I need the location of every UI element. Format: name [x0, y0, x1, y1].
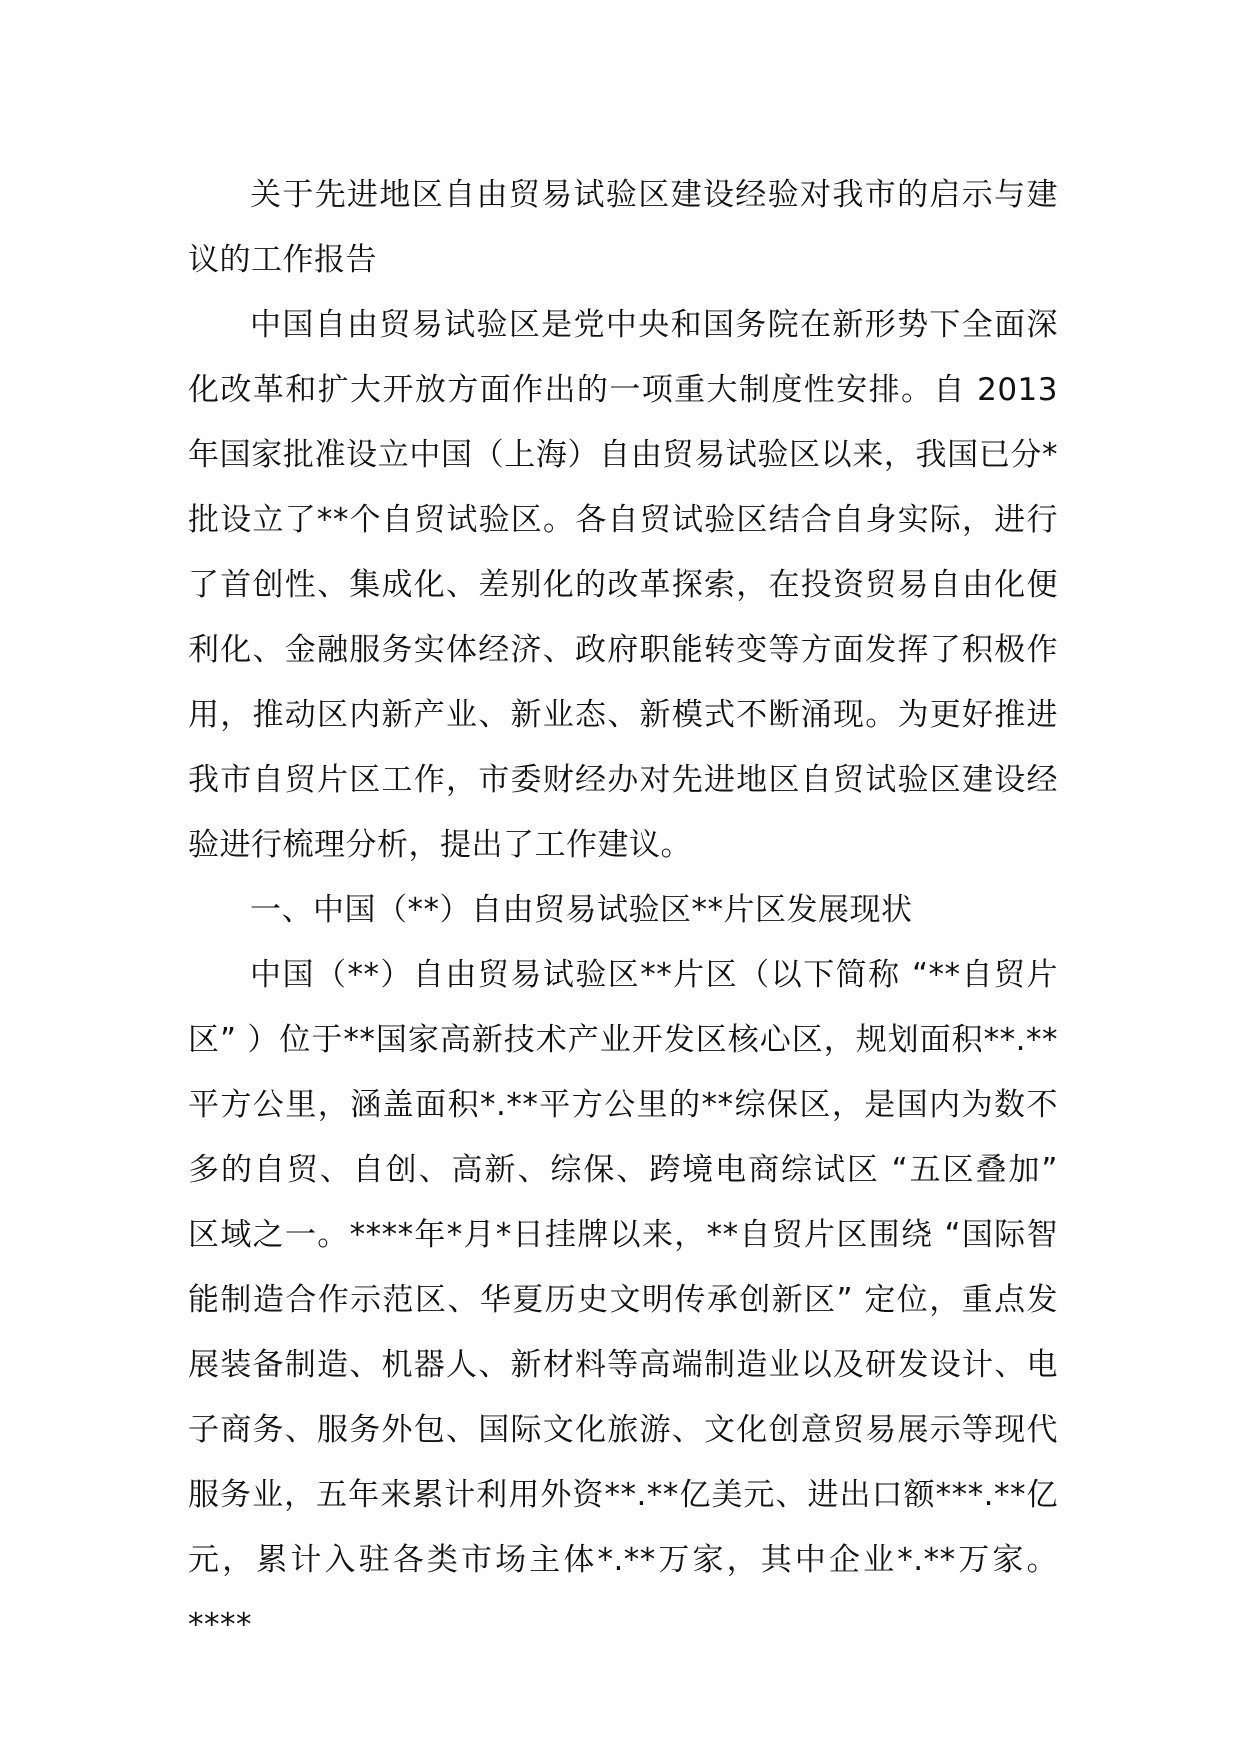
section-heading: 一、中国（**）自由贸易试验区**片区发展现状 [250, 892, 913, 928]
document-title: 关于先进地区自由贸易试验区建设经验对我市的启示与建议的工作报告 [188, 177, 1058, 278]
document-page [188, 163, 1058, 1658]
intro-paragraph: 中国自由贸易试验区是党中央和国务院在新形势下全面深化改革和扩大开放方面作出的一项重大制度性安排。自 2013 年国家批准设立中国（上海）自由贸易试验区以来，我国已分*批设立了**个自贸试验区。各自贸试验区结合自身实际，进行了首创性、集成化、差别化的改革探索，在投资贸易自由化便利化、金融服务实体经济、政府职能转变等方面发挥了积极作用，推动区内新产业、新业态、新模式不断涌现。为更好推进我市自贸片区工作，市委财经办对先进地区自贸试验区建设经验进行梳理分析，提出了工作建议。 [188, 307, 1058, 863]
section-paragraph: 中国（**）自由贸易试验区**片区（以下简称 “**自贸片区” ）位于**国家高新技术产业开发区核心区，规划面积**.**平方公里，涵盖面积*.**平方公里的**综保区，是国内为数不多的自贸、自创、高新、综保、跨境电商综试区 “五区叠加” 区域之一。****年*月*日挂牌以来，**自贸片区围绕 “国际智能制造合作示范区、华夏历史文明传承创新区” 定位，重点发展装备制造、机器人、新材料等高端制造业以及研发设计、电子商务、服务外包、国际文化旅游、文化创意贸易展示等现代服务业，五年来累计利用外资**.**亿美元、进出口额***.**亿元，累计入驻各类市场主体*.**万家，其中企业*.**万家。**** [188, 957, 1058, 1643]
